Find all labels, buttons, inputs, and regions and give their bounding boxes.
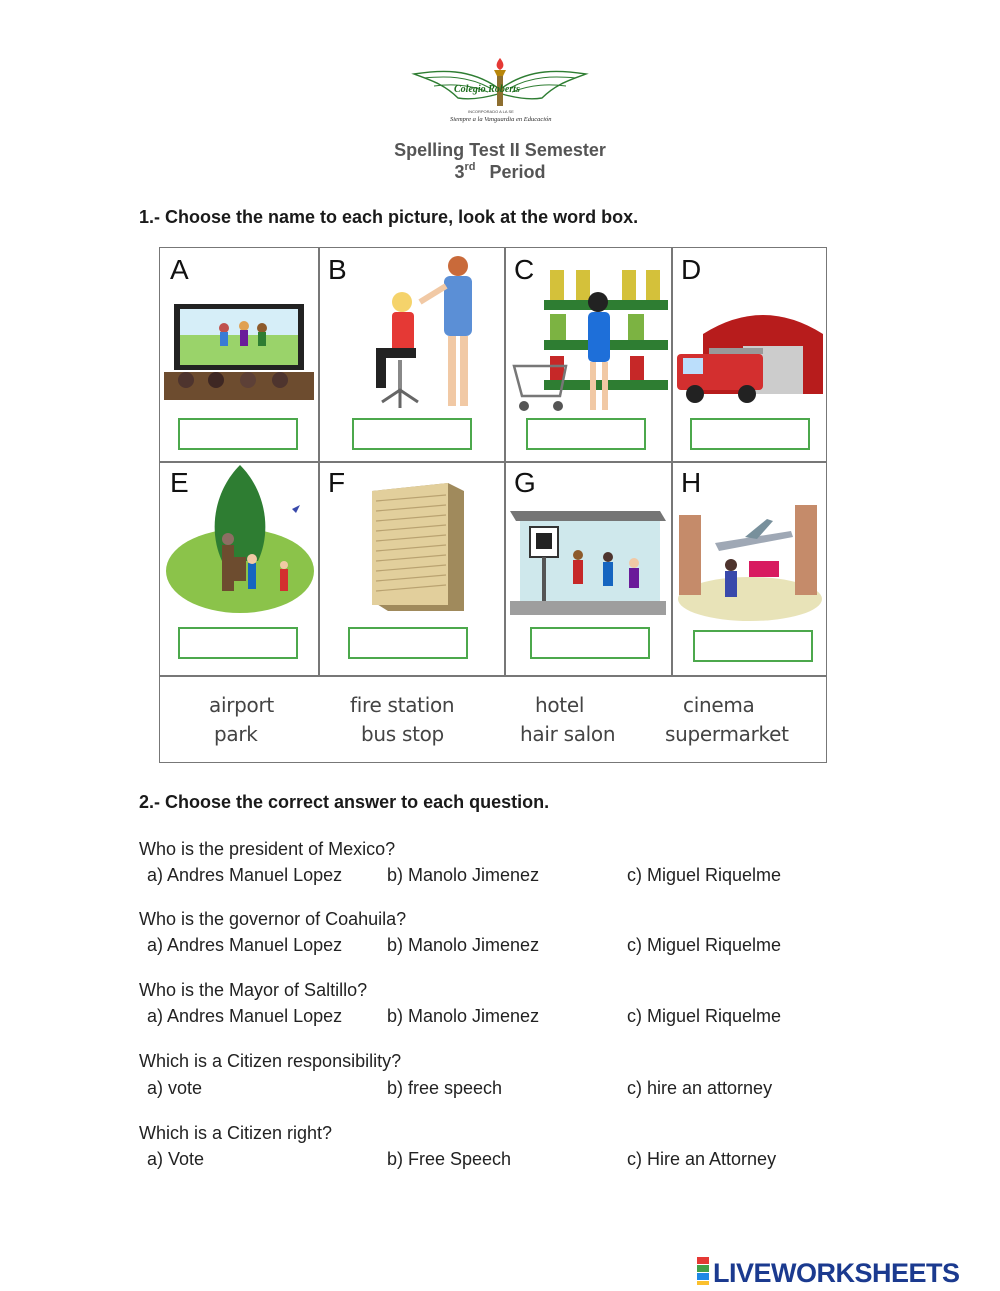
logo-tagline: Siempre a la Vanguardia en Educación xyxy=(450,116,552,123)
answer-option[interactable]: b) Free Speech xyxy=(387,1149,512,1169)
answer-option[interactable]: b) Manolo Jimenez xyxy=(387,865,540,885)
answer-option[interactable]: c) Hire an Attorney xyxy=(627,1149,777,1169)
picture-cell-e xyxy=(160,461,318,675)
cell-letter: B xyxy=(328,254,347,285)
picture-cell-c xyxy=(504,248,671,461)
answer-box-f[interactable] xyxy=(348,627,468,659)
answer-option[interactable]: a) Andres Manuel Lopez xyxy=(147,865,343,885)
answer-option[interactable]: a) Andres Manuel Lopez xyxy=(147,1006,343,1026)
word-option: hotel xyxy=(535,693,585,717)
airport-icon xyxy=(675,495,825,621)
fire-station-icon xyxy=(673,304,827,408)
cinema-icon xyxy=(164,300,314,400)
question-text: Who is the Mayor of Saltillo? xyxy=(139,980,368,1000)
picture-grid xyxy=(159,247,827,763)
cell-letter: C xyxy=(514,254,535,285)
answer-option[interactable]: c) Miguel Riquelme xyxy=(627,865,782,885)
cell-letter: G xyxy=(514,467,536,498)
answer-option[interactable]: a) Vote xyxy=(147,1149,205,1169)
supermarket-icon xyxy=(510,260,668,416)
answer-option[interactable]: a) vote xyxy=(147,1078,203,1098)
word-box xyxy=(160,676,826,762)
word-option: supermarket xyxy=(665,722,789,746)
cell-letter: F xyxy=(328,467,346,498)
park-icon xyxy=(164,461,314,617)
answer-box-g[interactable] xyxy=(530,627,650,659)
answer-box-b[interactable] xyxy=(352,418,472,450)
picture-cell-a xyxy=(160,248,318,461)
cell-letter: D xyxy=(681,254,702,285)
liveworksheets-logo xyxy=(697,1254,995,1286)
logo-block-i xyxy=(697,1265,709,1272)
answer-option[interactable]: b) Manolo Jimenez xyxy=(387,935,540,955)
word-option: airport xyxy=(209,693,274,717)
picture-cell-g xyxy=(504,461,671,675)
word-option: bus stop xyxy=(361,722,444,746)
period-suffix: rd xyxy=(464,161,476,173)
answer-box-h[interactable] xyxy=(693,630,813,662)
answer-option[interactable]: b) Manolo Jimenez xyxy=(387,1006,540,1026)
word-option: park xyxy=(214,722,258,746)
question-text: Which is a Citizen responsibility? xyxy=(139,1051,402,1071)
word-option: cinema xyxy=(683,693,755,717)
picture-cell-f xyxy=(318,461,504,675)
logo-block-e xyxy=(697,1281,709,1285)
answer-option[interactable]: b) free speech xyxy=(387,1078,503,1098)
picture-cell-b xyxy=(318,248,504,461)
answer-option[interactable]: c) Miguel Riquelme xyxy=(627,935,782,955)
answer-box-e[interactable] xyxy=(178,627,298,659)
section1-heading: 1.- Choose the name to each picture, look at the word box. xyxy=(139,207,639,227)
answer-box-d[interactable] xyxy=(690,418,810,450)
period-label xyxy=(0,162,1000,183)
cell-letter: A xyxy=(170,254,189,285)
question-text: Who is the president of Mexico? xyxy=(139,839,396,859)
hair-salon-icon xyxy=(354,252,484,416)
cell-letter: H xyxy=(681,467,702,498)
answer-box-a[interactable] xyxy=(178,418,298,450)
answer-option[interactable]: a) Andres Manuel Lopez xyxy=(147,935,343,955)
cell-letter: E xyxy=(170,467,189,498)
hotel-icon xyxy=(368,481,468,613)
question-text: Who is the governor of Coahuila? xyxy=(139,909,407,929)
logo-small-text: INCORPORADO A LA SE xyxy=(468,109,514,114)
picture-cell-h xyxy=(671,461,828,675)
test-title: Spelling Test II Semester xyxy=(394,140,606,160)
school-logo xyxy=(410,58,590,128)
question-text: Which is a Citizen right? xyxy=(139,1123,333,1143)
answer-box-c[interactable] xyxy=(526,418,646,450)
period-word: Period xyxy=(489,162,546,182)
logo-block-v xyxy=(697,1273,709,1280)
answer-option[interactable]: c) hire an attorney xyxy=(627,1078,773,1098)
brand-name: LIVEWORKSHEETS xyxy=(713,1258,960,1286)
period-number: 3 xyxy=(454,162,465,182)
word-option: hair salon xyxy=(520,722,616,746)
picture-cell-d xyxy=(671,248,828,461)
word-option: fire station xyxy=(350,693,455,717)
answer-option[interactable]: c) Miguel Riquelme xyxy=(627,1006,782,1026)
bus-stop-icon xyxy=(510,501,666,617)
section2-heading: 2.- Choose the correct answer to each question. xyxy=(139,792,550,812)
logo-name: Colegio Roberts xyxy=(454,84,520,95)
logo-block-l xyxy=(697,1257,709,1264)
